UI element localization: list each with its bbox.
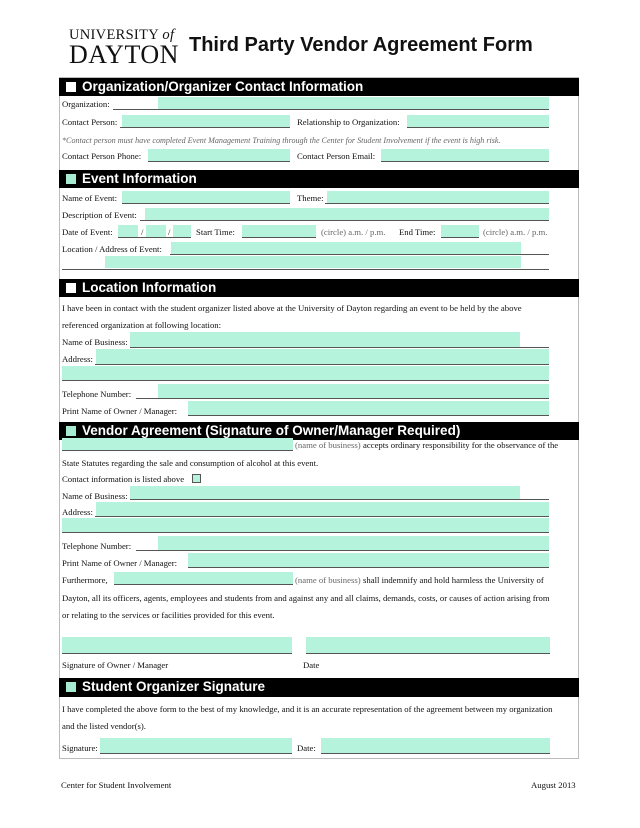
location-para-2: referenced organization at following location:: [62, 320, 222, 330]
end-time-label: End Time:: [399, 227, 436, 237]
location-address-line-2: [62, 269, 549, 270]
contact-person-line: [120, 127, 290, 128]
start-time-line: [242, 237, 316, 238]
description-label: Description of Event:: [62, 210, 137, 220]
contact-person-label: Contact Person:: [62, 117, 118, 127]
event-name-field[interactable]: [122, 191, 290, 203]
footer-right: August 2013: [531, 780, 576, 790]
footer-left: Center for Student Involvement: [61, 780, 172, 790]
start-time-label: Start Time:: [196, 227, 235, 237]
event-date-label: Date of Event:: [62, 227, 113, 237]
training-note: *Contact person must have completed Event Management Training through the Center for Student Involvement if the event is high risk.: [62, 136, 501, 145]
vendor-business-label: Name of Business:: [62, 491, 128, 501]
vendor-name-of-business-hint-2: (name of business): [295, 575, 361, 585]
vendor-furthermore-business-field[interactable]: [114, 572, 293, 584]
location-telephone-line: [136, 398, 549, 399]
section-header-vendor: Vendor Agreement (Signature of Owner/Manager Required): [59, 422, 579, 440]
logo-line2: DAYTON: [69, 39, 179, 69]
location-business-field[interactable]: [130, 332, 520, 347]
student-para-1: I have completed the above form to the best of my knowledge, and it is an accurate representation of the agreement between my organization: [62, 704, 553, 714]
student-para-2: and the listed vendor(s).: [62, 721, 146, 731]
logo-of: of: [162, 27, 175, 43]
vendor-business-name-line: [62, 450, 293, 451]
vendor-business-field[interactable]: [130, 486, 520, 499]
email-label: Contact Person Email:: [297, 151, 376, 161]
location-address-label-2: Address:: [62, 354, 93, 364]
vendor-para-2: Dayton, all its officers, agents, employees and students from and against any and all claims, demands, costs, or causes of action arising from: [62, 593, 550, 603]
location-telephone-field[interactable]: [158, 384, 549, 398]
owner-signature-line: [62, 653, 292, 654]
owner-date-label: Date: [303, 660, 320, 670]
end-time-line: [441, 237, 479, 238]
location-owner-field[interactable]: [188, 401, 549, 415]
section-header-student: Student Organizer Signature: [59, 678, 579, 697]
student-signature-line: [100, 753, 292, 754]
vendor-telephone-line: [136, 550, 549, 551]
description-line: [140, 220, 549, 221]
student-date-field[interactable]: [321, 738, 550, 753]
vendor-telephone-field[interactable]: [158, 536, 549, 550]
vendor-contact-listed-label: Contact information is listed above: [62, 474, 185, 484]
event-date-month-field[interactable]: [118, 225, 138, 237]
relationship-field[interactable]: [407, 115, 549, 127]
theme-field[interactable]: [327, 191, 549, 203]
event-date-line: [118, 237, 191, 238]
organization-field[interactable]: [158, 97, 549, 109]
section-checkbox-icon: [66, 682, 76, 692]
vendor-furthermore-line: [114, 584, 293, 585]
theme-line: [325, 203, 549, 204]
start-ampm-label: (circle) a.m. / p.m.: [321, 227, 386, 237]
location-address-line-4: [62, 380, 549, 381]
phone-line: [148, 161, 290, 162]
university-logo: [69, 28, 179, 68]
email-line: [381, 161, 549, 162]
event-date-day-field[interactable]: [146, 225, 166, 237]
location-address-field-2[interactable]: [105, 256, 521, 268]
phone-label: Contact Person Phone:: [62, 151, 142, 161]
section-checkbox-icon: [66, 426, 76, 436]
student-date-line: [321, 753, 550, 754]
owner-date-field[interactable]: [306, 637, 550, 653]
date-slash-1: /: [141, 227, 144, 237]
location-owner-label: Print Name of Owner / Manager:: [62, 406, 178, 416]
location-address-field[interactable]: [171, 242, 521, 254]
vendor-contact-listed-checkbox[interactable]: [192, 474, 201, 483]
section-header-location: Location Information: [59, 279, 579, 297]
location-business-label: Name of Business:: [62, 337, 128, 347]
vendor-business-line: [130, 499, 549, 500]
organization-line: [113, 109, 549, 110]
description-field[interactable]: [145, 208, 549, 220]
end-ampm-label: (circle) a.m. / p.m.: [483, 227, 548, 237]
location-para-1: I have been in contact with the student organizer listed above at the University of Dayton regarding an event to be held by the above: [62, 303, 522, 313]
page-title: Third Party Vendor Agreement Form: [189, 34, 533, 56]
start-time-field[interactable]: [242, 225, 316, 237]
location-address-field-4[interactable]: [62, 366, 549, 380]
theme-label: Theme:: [297, 193, 324, 203]
phone-field[interactable]: [148, 149, 290, 161]
vendor-name-of-business-hint: (name of business): [295, 440, 361, 450]
student-signature-field[interactable]: [100, 738, 292, 753]
section-square-icon: [66, 283, 76, 293]
location-owner-line: [188, 415, 549, 416]
date-slash-2: /: [168, 227, 171, 237]
student-signature-label: Signature:: [62, 743, 98, 753]
section-square-icon: [66, 82, 76, 92]
relationship-line: [407, 127, 549, 128]
email-field[interactable]: [381, 149, 549, 161]
location-address-line: [170, 254, 549, 255]
vendor-address-line-2: [62, 532, 549, 533]
location-address-line-3: [95, 364, 549, 365]
vendor-para-3: or relating to the services or facilities provided for this event.: [62, 610, 275, 620]
vendor-furthermore-text: Furthermore,: [62, 575, 108, 585]
vendor-statutes-text: State Statutes regarding the sale and consumption of alcohol at this event.: [62, 458, 319, 468]
owner-signature-field[interactable]: [62, 637, 292, 653]
vendor-owner-field[interactable]: [188, 553, 549, 567]
relationship-label: Relationship to Organization:: [297, 117, 400, 127]
vendor-address-field[interactable]: [96, 502, 549, 516]
location-address-field-3[interactable]: [96, 349, 549, 364]
location-telephone-label: Telephone Number:: [62, 389, 132, 399]
student-date-label: Date:: [297, 743, 316, 753]
vendor-owner-label: Print Name of Owner / Manager:: [62, 558, 178, 568]
event-name-line: [122, 203, 290, 204]
event-date-year-field[interactable]: [173, 225, 191, 237]
event-name-label: Name of Event:: [62, 193, 118, 203]
organization-label: Organization:: [62, 99, 110, 109]
vendor-address-field-2[interactable]: [62, 518, 549, 532]
vendor-indemnify-text: shall indemnify and hold harmless the University of: [363, 575, 544, 585]
vendor-address-label: Address:: [62, 507, 93, 517]
vendor-business-name-field[interactable]: [62, 438, 293, 450]
vendor-address-line: [95, 516, 549, 517]
logo-line1: UNIVERSITY: [69, 27, 159, 43]
location-address-label: Location / Address of Event:: [62, 244, 162, 254]
section-header-contact: Organization/Organizer Contact Information: [59, 78, 579, 96]
location-business-line: [130, 347, 549, 348]
owner-date-line: [306, 653, 550, 654]
contact-person-field[interactable]: [122, 115, 290, 127]
end-time-field[interactable]: [441, 225, 479, 237]
vendor-accepts-text: accepts ordinary responsibility for the observance of the: [363, 440, 559, 450]
vendor-owner-line: [188, 567, 549, 568]
section-checkbox-icon: [66, 174, 76, 184]
section-header-event: Event Information: [59, 170, 579, 188]
owner-signature-label: Signature of Owner / Manager: [62, 660, 169, 670]
vendor-telephone-label: Telephone Number:: [62, 541, 132, 551]
